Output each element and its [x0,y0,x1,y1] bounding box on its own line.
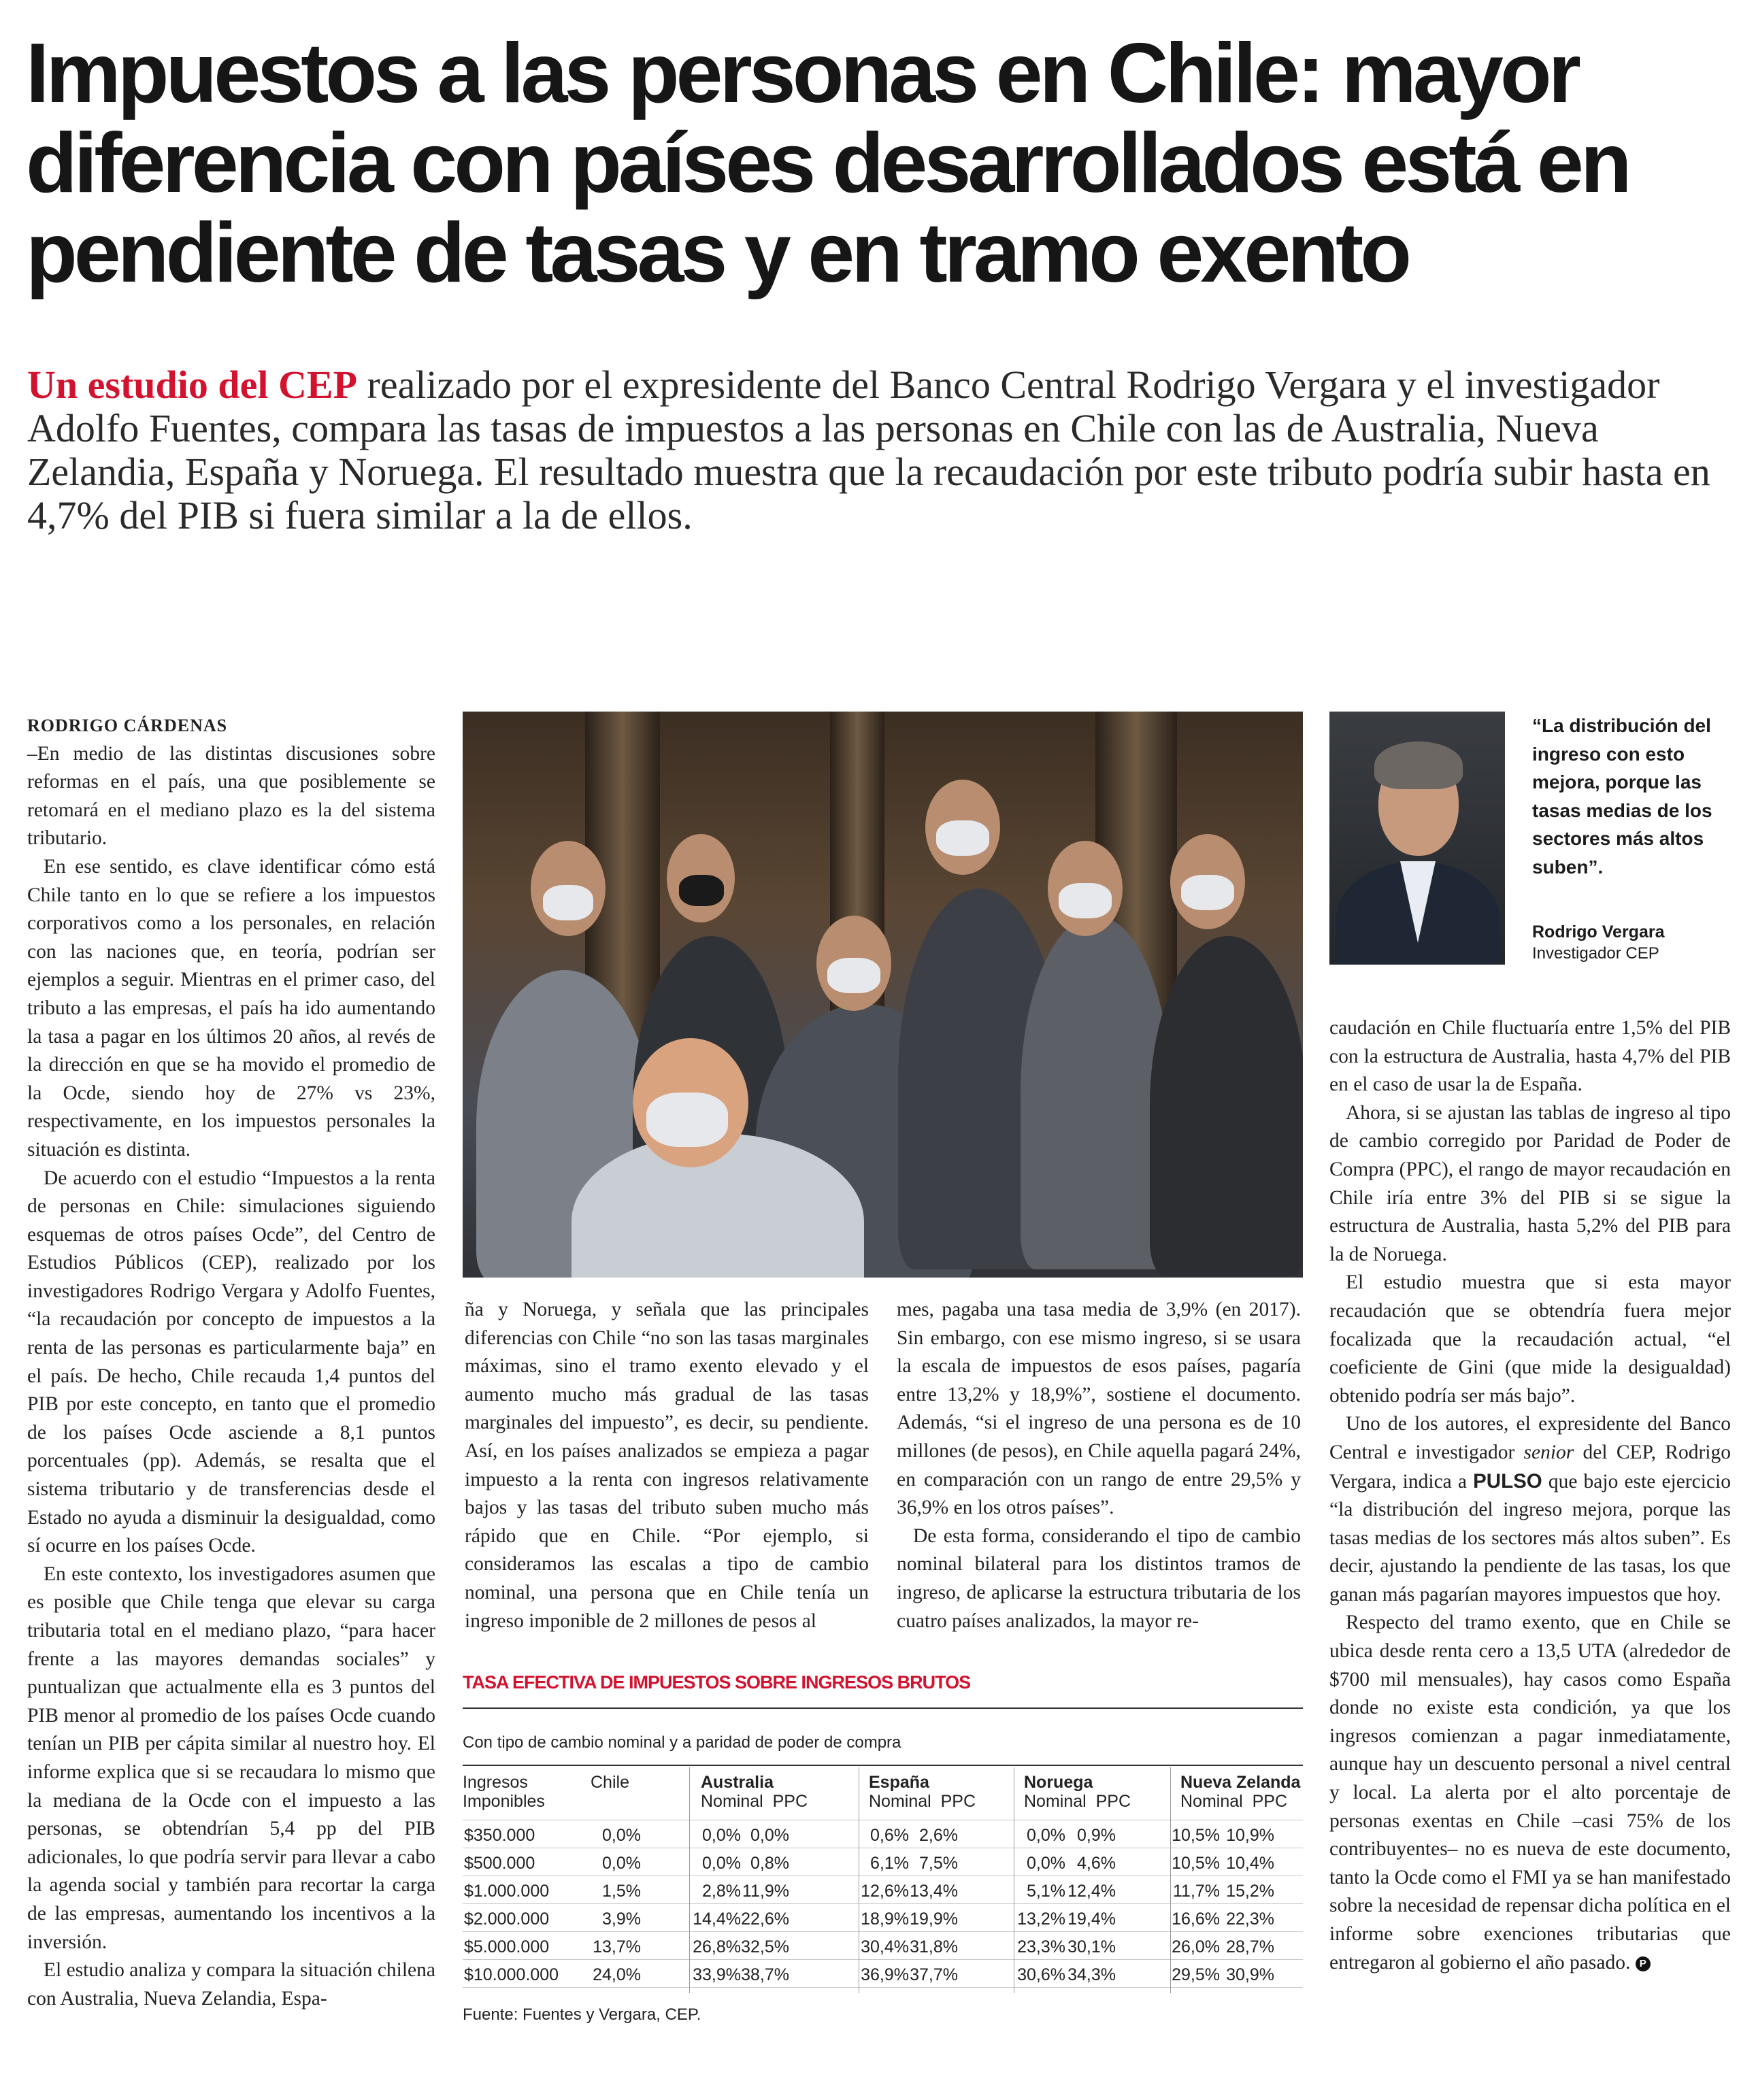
table-row [463,1904,1303,1932]
column-header-nueva-zelanda [1180,1773,1300,1811]
article-column-3 [897,1296,1301,1635]
ppc-label: PPC [1095,1792,1131,1811]
table-header-row [463,1767,1303,1820]
article-column-1 [27,712,435,2013]
column-header-income [463,1773,545,1811]
rate-cell: 30,1% [1067,1937,1116,1956]
paragraph [1329,1410,1731,1609]
rate-cell: 0,0% [750,1826,789,1845]
income-cell: $5.000.000 [464,1937,550,1956]
table-divider [463,1707,1303,1709]
income-cell: $1.000.000 [464,1882,550,1901]
country-label: Australia [701,1773,774,1792]
paragraph: caudación en Chile fluctuaría entre 1,5% del PIB con la estructura de Australia, hasta 4,7% del PIB en el caso de usar la de España. [1329,1017,1731,1096]
rate-cell: 26,0% [1172,1937,1220,1956]
column-header-chile: Chile [591,1773,629,1792]
paragraph-text: que bajo este ejercicio “la distribución del ingreso mejora, porque las tasas medias de los sectores más altos suben”. Es decir, ajustando la pendiente de las tasas, los que ganan más pagarían mayores impuestos que hoy. [1329,1470,1731,1605]
rate-cell: 19,9% [910,1910,958,1929]
headline [26,29,1727,298]
paragraph-italic: senior [1523,1441,1574,1463]
quote-author-role: Investigador CEP [1532,944,1659,963]
country-label: España [869,1773,929,1792]
paragraph-text: del CEP, Rodrigo Vergara, indica a [1329,1441,1731,1493]
pulso-name: PULSO [1473,1469,1542,1493]
ppc-label: PPC [940,1792,976,1811]
rate-cell: 22,6% [741,1910,789,1929]
paragraph: En ese sentido, es clave identificar cómo está Chile tanto en lo que se refiere a los impuestos corporativos como a los personales, en relación con las naciones que, en teoría, podrían ser ejemplos a seguir. Mientras en el primer caso, del tributo a las empresas, el país ha ido aumentando la tasa a pagar en los últimos 20 años, al revés de la dirección en que se ha movido el promedio de la Ocde, siendo hoy de 27% vs 23%, respectivamente, en los impuestos personales la situación es distinta. [27,855,435,1161]
column-separator [689,1767,690,1993]
paragraph: De acuerdo con el estudio “Impuestos a la renta de personas en Chile: simulaciones siguiendo esquemas de otros países Ocde”, del Centro de Estudios Públicos (CEP), realizado por los investigadores Rodrigo Vergara y Adolfo Fuentes, “la recaudación por concepto de impuestos a la renta de las personas es particularmente baja” en el país. De hecho, Chile recauda 1,4 puntos del PIB por este concepto, en tanto que el promedio de los países Ocde asciende a 8,1 puntos porcentuales (pp). Además, se resalta que el sistema tributario y de transferencias desde el Estado no ayuda a disminuir la desigualdad, como sí ocurre en los países Ocde. [27,1167,435,1557]
nominal-label: Nominal [701,1792,763,1811]
pull-quote: “La distribución del ingreso con esto mejora, porque las tasas medias de los sectores más altos suben”. [1532,715,1712,878]
headline-line: Impuestos a las personas en Chile: mayor [26,27,1578,120]
rate-cell: 0,8% [750,1854,789,1873]
rate-cell: 24,0% [593,1965,641,1984]
rate-cell: 33,9% [693,1965,741,1984]
rate-cell: 1,5% [602,1882,641,1901]
column-header-noruega [1024,1773,1131,1811]
table-title: TASA EFECTIVA DE IMPUESTOS SOBRE INGRESOS BRUTOS [463,1672,971,1693]
rate-cell: 12,6% [861,1882,909,1901]
deck-text: realizado por el expresidente del Banco Central Rodrigo Vergara y el investigador Adolfo Fuentes, compara las tasas de impuestos a las personas en Chile con las de Australia, Nueva Zelandia, España y Noruega. El resultado muestra que la recaudación por este tributo podría subir hasta en 4,7% del PIB si fuera similar a la de ellos. [27,363,1710,537]
rate-cell: 0,0% [702,1826,741,1845]
rate-cell: 22,3% [1226,1910,1274,1929]
table-body [463,1820,1303,1988]
rate-cell: 2,6% [919,1826,958,1845]
quote-author-name: Rodrigo Vergara [1532,922,1665,941]
table-source: Fuente: Fuentes y Vergara, CEP. [463,2005,701,2024]
rate-cell: 10,9% [1226,1826,1274,1845]
rate-cell: 18,9% [861,1910,909,1929]
rate-cell: 6,1% [870,1854,909,1873]
table-row [463,1820,1303,1848]
rate-cell: 29,5% [1172,1965,1220,1984]
rate-cell: 30,9% [1226,1965,1274,1984]
rate-cell: 16,6% [1172,1910,1220,1929]
paragraph: –En medio de las distintas discusiones sobre reformas en el país, una que posiblemente se retomará en el mediano plazo es la del sistema tributario. [27,742,435,850]
country-label: Noruega [1024,1773,1093,1792]
nominal-label: Nominal [869,1792,931,1811]
income-cell: $2.000.000 [464,1910,550,1929]
article-column-4 [1329,1014,1731,1977]
rate-cell: 30,6% [1017,1965,1065,1984]
country-label: Nueva Zelanda [1180,1773,1301,1792]
income-cell: $350.000 [464,1826,535,1845]
rate-cell: 30,4% [861,1937,909,1956]
income-cell: $500.000 [464,1854,535,1873]
deck [27,363,1728,537]
rate-cell: 0,0% [702,1854,741,1873]
rate-cell: 36,9% [861,1965,909,1984]
column-header-income-line: Ingresos [463,1773,528,1792]
rate-cell: 7,5% [919,1854,958,1873]
column-separator [1170,1767,1171,1993]
paragraph [1329,1609,1731,1977]
rate-cell: 0,0% [1027,1854,1065,1873]
rate-cell: 19,4% [1067,1910,1116,1929]
rate-cell: 10,5% [1172,1854,1220,1873]
rate-cell: 0,6% [870,1826,909,1845]
rate-cell: 0,0% [602,1854,641,1873]
rate-cell: 0,0% [1027,1826,1065,1845]
rate-cell: 5,1% [1027,1882,1065,1901]
paragraph: ña y Noruega, y señala que las principales diferencias con Chile “no son las tasas marginales máximas, sino el tramo exento elevado y el aumento mucho más gradual de las tasas marginales del impuesto”, es decir, su pendiente. Así, en los países analizados se empieza a pagar impuesto a la renta con ingresos relativamente bajos y las tasas del tributo suben mucho más rápido que en Chile. “Por ejemplo, si consideramos las escalas a tipo de cambio nominal, una persona que en Chile tenía un ingreso imponible de 2 millones de pesos al [465,1299,869,1632]
table-divider [463,1765,1303,1766]
rate-cell: 26,8% [693,1937,741,1956]
ppc-label: PPC [772,1792,808,1811]
rodrigo-vergara-portrait [1329,712,1505,965]
paragraph: El estudio muestra que si esta mayor recaudación que se obtendría fuera mejor focalizada que la recaudación actual, “el coeficiente de Gini (que mide la desigualdad) obtenido podría ser más bajo”. [1329,1271,1731,1407]
rate-cell: 3,9% [602,1910,641,1929]
rate-cell: 14,4% [693,1910,741,1929]
rate-cell: 11,9% [742,1882,789,1901]
tax-rate-table [463,1767,1303,1988]
rate-cell: 37,7% [910,1965,958,1984]
rate-cell: 31,8% [910,1937,958,1956]
rate-cell: 13,4% [910,1882,958,1901]
rate-cell: 2,8% [702,1882,741,1901]
headline-line: diferencia con países desarrollados está en [26,116,1629,210]
headline-line: pendiente de tasas y en tramo exento [26,206,1409,300]
income-cell: $10.000.000 [464,1965,559,1984]
rate-cell: 15,2% [1226,1882,1274,1901]
rate-cell: 0,9% [1077,1826,1116,1845]
column-header-espana [869,1773,976,1811]
nominal-label: Nominal [1180,1792,1243,1811]
rate-cell: 38,7% [741,1965,789,1984]
table-row [463,1932,1303,1960]
rate-cell: 23,3% [1017,1937,1065,1956]
article-column-2 [465,1296,869,1635]
rate-cell: 13,2% [1017,1910,1065,1929]
rate-cell: 28,7% [1226,1937,1274,1956]
rate-cell: 32,5% [741,1937,789,1956]
rate-cell: 4,6% [1077,1854,1116,1873]
rate-cell: 10,5% [1172,1826,1220,1845]
rate-cell: 34,3% [1067,1965,1116,1984]
paragraph: En este contexto, los investigadores asumen que es posible que Chile tenga que elevar su carga tributaria total en el mediano plazo, “para hacer frente a las mayores demandas sociales” y puntualizan que actualmente ella es 3 puntos del PIB menor al promedio de los países Ocde cuando tenían un PIB per cápita similar al nuestro hoy. El informe explica que si se recaudara lo mismo que la mediana de la Ocde con el impuesto a las personas, se obtendrían 5,4 pp del PIB adicionales, lo que podría servir para llevar a cabo la agenda social y también para recortar la carga de las empresas, aumentando los incentivos a la inversión. [27,1563,435,1953]
rate-cell: 0,0% [602,1826,641,1845]
paragraph: mes, pagaba una tasa media de 3,9% (en 2017). Sin embargo, con ese mismo ingreso, si se usara la escala de impuestos de esos países, pagaría entre 13,2% y 18,9%”, sostiene el documento. Además, “si el ingreso de una persona es de 10 millones (de pesos), en Chile aquella pagará 24%, en comparación con un rango de entre 29,5% y 36,9% en los otros países”. [897,1299,1301,1519]
paragraph-text: Uno de los autores, el expresidente del Banco Central e investigador [1329,1413,1731,1463]
rate-cell: 10,4% [1226,1854,1274,1873]
column-header-income-line: Imponibles [463,1792,545,1811]
table-row [463,1848,1303,1876]
byline: RODRIGO CÁRDENAS [27,716,228,735]
deck-lead: Un estudio del CEP [27,363,358,407]
ppc-label: PPC [1252,1792,1288,1811]
paragraph: De esta forma, considerando el tipo de cambio nominal bilateral para los distintos tramos de ingreso, de aplicarse la estructura tributaria de los cuatro países analizados, la mayor re- [897,1524,1301,1632]
crowd-photo [463,712,1303,1278]
paragraph: El estudio analiza y compara la situación chilena con Australia, Nueva Zelandia, Espa- [27,1959,435,2010]
rate-cell: 12,4% [1067,1882,1116,1901]
table-subtitle: Con tipo de cambio nominal y a paridad de poder de compra [463,1733,901,1752]
rate-cell: 13,7% [593,1937,641,1956]
rate-cell: 11,7% [1172,1882,1220,1901]
paragraph-text: Respecto del tramo exento, que en Chile se ubica desde renta cero a 13,5 UTA (alrededor de $700 mil mensuales), hay casos como España donde no existe esta condición, ya que los ingresos comienzan a pagar inmediatamente, aunque hay un descuento personal a nivel central y local. La alerta por el alto porcentaje de personas exentas en Chile –casi 75% de los contribuyentes– no es nueva de este documento, tanto la Ocde como el FMI ya se han manifestado sobre la necesidad de repensar dicha política en el informe sobre exenciones tributarias que entregaron al gobierno el año pasado. [1329,1612,1731,1973]
paragraph: Ahora, si se ajustan las tablas de ingreso al tipo de cambio corregido por Paridad de Poder de Compra (PPC), el rango de mayor recaudación en Chile iría entre 3% del PIB si se sigue la estructura de Australia, hasta 5,2% del PIB para la de Noruega. [1329,1101,1731,1265]
table-row [463,1960,1303,1988]
column-header-australia [701,1773,808,1811]
nominal-label: Nominal [1024,1792,1087,1811]
table-row [463,1876,1303,1904]
end-mark-icon: P [1636,1956,1651,1971]
